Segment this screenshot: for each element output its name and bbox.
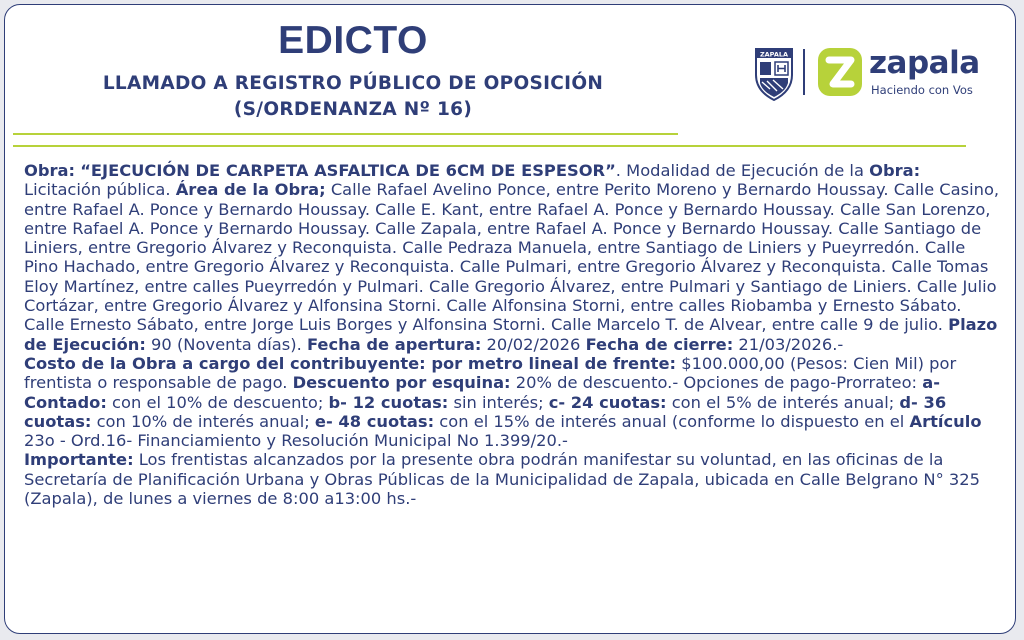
paragraph-obra <box>24 161 1000 354</box>
edict-header <box>5 5 1016 145</box>
importante-text: Los frentistas alcanzados por la presente obra podrán manifestar su voluntad, en las oficinas de la Secretaría de Planificación Urbana y Obras Públicas de la Municipalidad de Zapala, ubicada en Calle Belgrano N° 325 (Zapala), de lunes a viernes de 8:00 a13:00 hs.- <box>24 450 981 509</box>
area-text: Calle Rafael Avelino Ponce, entre Perito Moreno y Bernardo Houssay. Calle Casino, entre Rafael A. Ponce y Bernardo Houssay. Calle E. Kant, entre Rafael A. Ponce y Bernardo Houssay. Calle San Lorenzo, entre Rafael A. Ponce y Bernardo Houssay. Calle Zapala, entre Rafael A. Ponce y Bernardo Houssay. Calle Santiago de Liniers, entre Gregorio Álvarez y Reconquista. Calle Pedraza Manuela, entre Santiago de Liniers y Pueyrredón. Calle Pino Hachado, entre Gregorio Álvarez y Reconquista. Calle Pulmari, entre Gregorio Álvarez y Reconquista. Calle Tomas Eloy Martínez, entre calles Pueyrredón y Pulmari. Calle Gregorio Álvarez, entre Pulmari y Santiago de Liniers. Calle Julio Cortázar, entre Gregorio Álvarez y Alfonsina Storni. Calle Alfonsina Storni, entre calles Riobamba y Ernesto Sábato. Calle Ernesto Sábato, entre Jorge Luis Borges y Alfonsina Storni. Calle Marcelo T. de Alvear, entre calle 9 de julio. <box>24 180 1000 335</box>
costo-text: $100.000,00 (Pesos: Cien Mil) por frentista o responsable de pago. <box>24 353 957 393</box>
brand-name: zapala <box>869 45 980 81</box>
page-title: EDICTO <box>278 19 428 62</box>
subtitle-line-2: (S/ORDENANZA Nº 16) <box>233 99 473 120</box>
apertura-text: 20/02/2026 <box>481 334 586 354</box>
paragraph-importante <box>24 450 1000 508</box>
header-divider-long <box>13 145 966 147</box>
municipality-logos <box>753 43 1003 103</box>
option-a-label: a- Contado: <box>24 373 940 412</box>
cierre-label: Fecha de cierre: <box>585 334 734 354</box>
option-c-text: con el 5% de interés anual; <box>666 392 900 412</box>
area-label: Área de la Obra; <box>175 180 326 200</box>
plazo-text: 90 (Noventa días). <box>145 334 307 354</box>
zapala-shield-icon <box>753 45 795 101</box>
modalidad-text: . Modalidad de Ejecución de la <box>615 161 864 180</box>
subtitle-line-1: LLAMADO A REGISTRO PÚBLICO DE OPOSICIÓN <box>102 73 604 94</box>
apertura-label: Fecha de apertura: <box>306 334 482 354</box>
logo-separator <box>803 49 805 95</box>
costo-label: Costo de la Obra a cargo del contribuyente: por metro lineal de frente: <box>24 353 677 373</box>
importante-label: Importante: <box>24 450 134 470</box>
option-a-text: con el 10% de descuento; <box>106 392 329 412</box>
header-divider-short <box>13 133 678 135</box>
obra-title: “EJECUCIÓN DE CARPETA ASFALTICA DE 6CM DE ESPESOR” <box>80 161 616 180</box>
option-b-label: b- 12 cuotas: <box>328 392 449 412</box>
zapala-z-logo-icon <box>817 47 863 97</box>
paragraph-costo <box>24 354 1000 450</box>
brand-tagline: Haciendo con Vos <box>871 83 973 97</box>
option-b-text: sin interés; <box>448 392 549 412</box>
obra-label-2: Obra: <box>869 161 921 180</box>
plazo-label: Plazo de Ejecución: <box>24 315 998 354</box>
option-d-text: con 10% de interés anual; <box>91 411 315 431</box>
obra-label: Obra: <box>24 161 76 180</box>
licitacion-text: Licitación pública. <box>24 180 176 200</box>
articulo-text: 23o - Ord.16- Financiamiento y Resolución Municipal No 1.399/20.- <box>24 431 568 451</box>
cierre-text: 21/03/2026.- <box>733 334 844 354</box>
articulo-label: Artículo <box>909 411 982 431</box>
edict-body <box>24 161 1000 508</box>
descuento-label: Descuento por esquina: <box>292 373 511 393</box>
option-e-text: con el 15% de interés anual (conforme lo dispuesto en el <box>434 411 910 431</box>
edict-card <box>4 4 1016 634</box>
option-e-label: e- 48 cuotas: <box>314 411 435 431</box>
shield-label: ZAPALA <box>759 50 789 59</box>
page-subtitle <box>5 71 701 123</box>
descuento-text: 20% de descuento.- Opciones de pago-Prorrateo: <box>510 373 923 393</box>
option-d-label: d- 36 cuotas: <box>24 392 947 431</box>
option-c-label: c- 24 cuotas: <box>548 392 667 412</box>
